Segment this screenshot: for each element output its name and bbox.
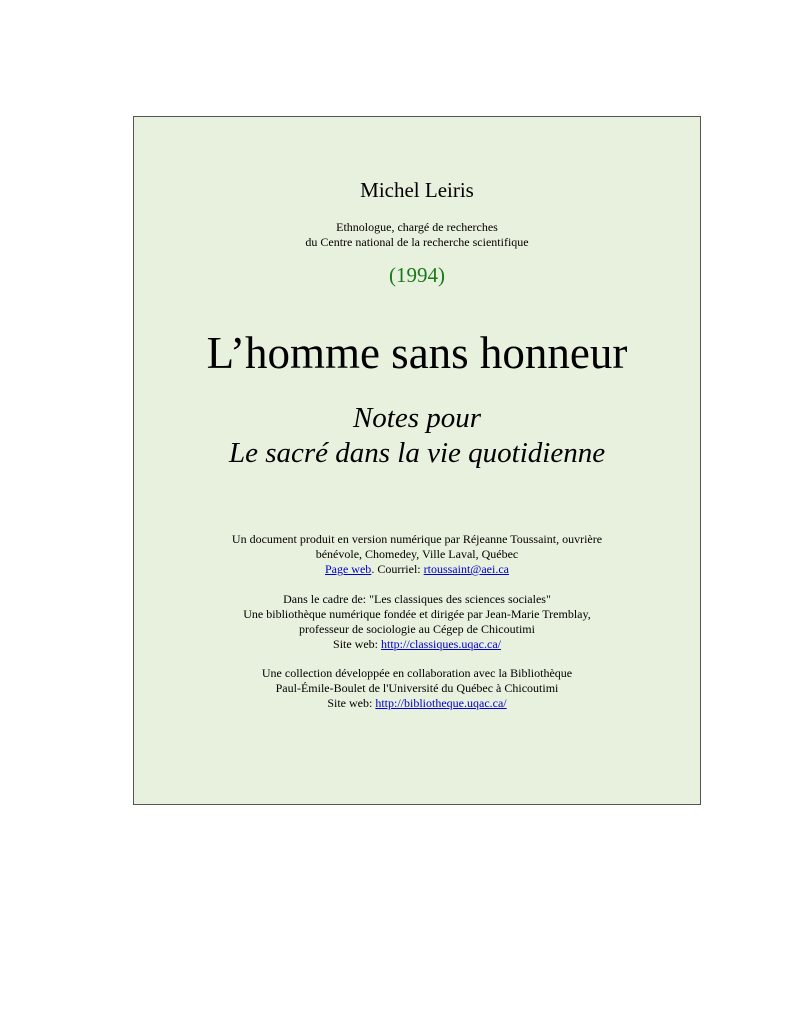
produced-line-1: Un document produit en version numérique par Réjeanne Toussaint, ouvrière bbox=[231, 532, 603, 546]
book-title: L’homme sans honneur bbox=[206, 328, 628, 378]
site-line-2 bbox=[134, 696, 700, 711]
library-credits bbox=[134, 666, 700, 711]
cadre-line-1: Dans le cadre de: "Les classiques des sciences sociales" bbox=[283, 592, 551, 606]
author-affiliation bbox=[134, 220, 700, 250]
subtitle-line-1: Notes pour bbox=[352, 402, 482, 434]
collection-credits bbox=[134, 592, 700, 652]
courriel-label: . Courriel: bbox=[371, 562, 424, 576]
book-subtitle bbox=[134, 401, 700, 471]
affiliation-line-1: Ethnologue, chargé de recherches bbox=[336, 220, 498, 234]
site-label-1: Site web: bbox=[333, 637, 382, 651]
collection-line-2: Paul-Émile-Boulet de l'Université du Québec à Chicoutimi bbox=[275, 681, 559, 695]
bibliotheque-site-link[interactable]: http://bibliotheque.uqac.ca/ bbox=[375, 696, 507, 710]
cover-page bbox=[133, 116, 701, 805]
cadre-line-2: Une bibliothèque numérique fondée et dirigée par Jean-Marie Tremblay, bbox=[243, 607, 591, 621]
page-web-link[interactable]: Page web bbox=[324, 562, 372, 576]
contact-line bbox=[134, 562, 700, 577]
cadre-line-3: professeur de sociologie au Cégep de Chicoutimi bbox=[299, 622, 535, 636]
author-name: Michel Leiris bbox=[360, 178, 474, 202]
subtitle-line-2: Le sacré dans la vie quotidienne bbox=[228, 437, 606, 469]
publication-year: (1994) bbox=[389, 263, 445, 287]
site-label-2: Site web: bbox=[327, 696, 376, 710]
email-link[interactable]: rtoussaint@aei.ca bbox=[423, 562, 509, 576]
produced-line-2: bénévole, Chomedey, Ville Laval, Québec bbox=[315, 547, 519, 561]
classiques-site-link[interactable]: http://classiques.uqac.ca/ bbox=[381, 637, 501, 651]
site-line-1 bbox=[134, 637, 700, 652]
collection-line-1: Une collection développée en collaboration avec la Bibliothèque bbox=[261, 666, 573, 680]
production-credits bbox=[134, 532, 700, 577]
affiliation-line-2: du Centre national de la recherche scientifique bbox=[305, 235, 529, 249]
